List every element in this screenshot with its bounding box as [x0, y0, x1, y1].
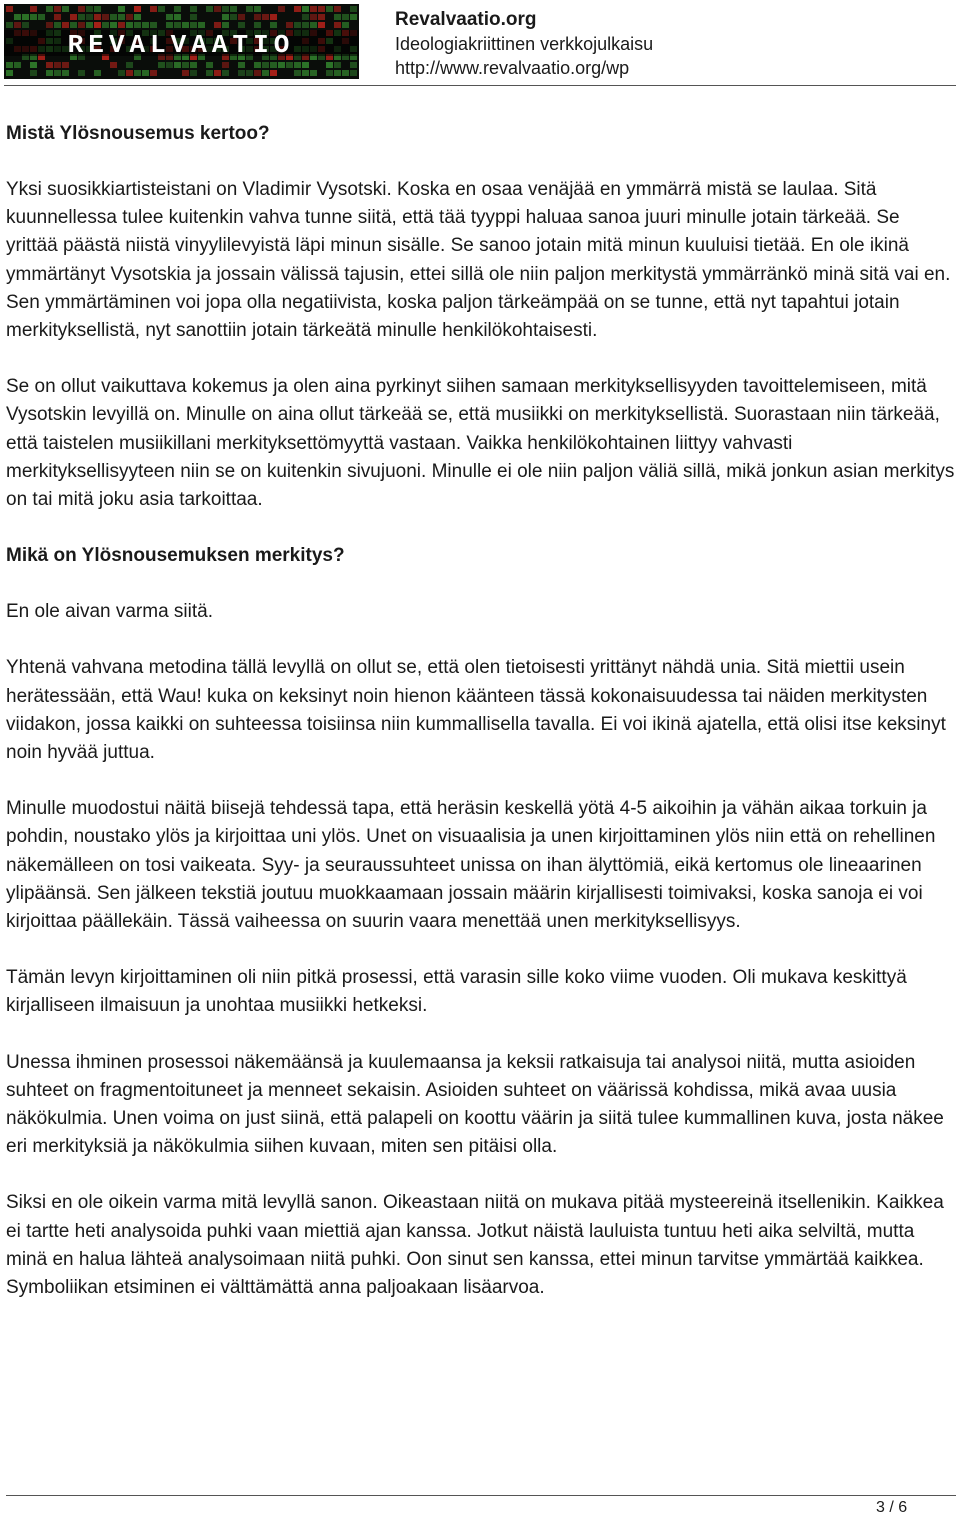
logo-tile — [270, 70, 277, 76]
logo-tile — [190, 62, 197, 68]
logo-tile — [190, 70, 197, 76]
logo-tile — [206, 62, 213, 68]
logo-tile — [286, 22, 293, 28]
logo-tile — [70, 14, 77, 20]
logo-tile — [310, 6, 317, 12]
logo-tile — [134, 14, 141, 20]
logo-tile — [86, 22, 93, 28]
logo-tile — [110, 14, 117, 20]
logo-tile — [54, 6, 61, 12]
logo-tile — [206, 6, 213, 12]
logo-tile — [262, 14, 269, 20]
logo-tile — [254, 62, 261, 68]
logo-tile — [270, 14, 277, 20]
logo-tile — [126, 22, 133, 28]
logo-tile — [126, 70, 133, 76]
revalvaatio-logo — [4, 4, 359, 79]
logo-tile — [158, 62, 165, 68]
logo-tile — [102, 22, 109, 28]
logo-tile — [22, 22, 29, 28]
logo-tile — [78, 6, 85, 12]
logo-tile — [62, 70, 69, 76]
logo-tile — [310, 70, 317, 76]
logo-tile — [6, 62, 13, 68]
logo-tile — [238, 14, 245, 20]
logo-tile — [246, 70, 253, 76]
site-url[interactable]: http://www.revalvaatio.org/wp — [395, 58, 630, 78]
logo-tile — [182, 22, 189, 28]
logo-tile — [254, 70, 261, 76]
header-divider — [4, 85, 956, 86]
logo-tile — [166, 14, 173, 20]
logo-tile — [70, 22, 77, 28]
logo-tile — [302, 70, 309, 76]
site-subtitle: Ideologiakriittinen verkkojulkaisu — [395, 34, 654, 54]
logo-tile — [350, 6, 357, 12]
logo-tile — [222, 62, 229, 68]
logo-tile — [150, 22, 157, 28]
logo-tile — [230, 6, 237, 12]
logo-tile — [30, 70, 37, 76]
logo-tile — [94, 14, 101, 20]
logo-tile — [262, 62, 269, 68]
logo-tile — [6, 22, 13, 28]
logo-tile — [302, 62, 309, 68]
logo-tile — [318, 22, 325, 28]
logo-tile — [118, 22, 125, 28]
logo-tile — [326, 6, 333, 12]
logo-tile — [318, 14, 325, 20]
logo-tile — [334, 62, 341, 68]
logo-tile — [126, 62, 133, 68]
logo-tile — [254, 22, 261, 28]
logo-tile — [102, 14, 109, 20]
logo-tile — [118, 6, 125, 12]
logo-tile — [62, 62, 69, 68]
logo-tile — [302, 14, 309, 20]
logo-tile — [238, 62, 245, 68]
logo-tile — [134, 22, 141, 28]
logo-tile — [222, 6, 229, 12]
logo-tile — [174, 6, 181, 12]
article-paragraph: Minulle muodostui näitä biisejä tehdessä tapa, että heräsin keskellä yötä 4-5 aikoihin ja vähän aikaa torkuin ja pohdin, noustako ylös ja kirjoittaa uni ylös. Unet on visuaalisia ja unen kirjoittaminen ylös niin että on rehellinen näkemälleen on tosi vaikeata. Syy- ja seuraussuhteet unissa on ihan älyttömiä, eikä kertomus ole lineaarinen ylipäänsä. Sen jälkeen tekstiä joutuu muokkaamaan jossain määrin kirjallisesti toimivaksi, koska sanoja ei voi kirjoittaa päällekäin. Tässä vaiheessa on suurin vaara menettää unen merkityksellisyys. — [6, 798, 936, 933]
logo-tile — [214, 22, 221, 28]
logo-tile — [318, 6, 325, 12]
logo-tile — [222, 14, 229, 20]
logo-tile — [302, 6, 309, 12]
logo-tile — [270, 62, 277, 68]
page-header — [4, 4, 956, 84]
logo-tile — [38, 14, 45, 20]
logo-tile — [294, 6, 301, 12]
logo-tile — [118, 70, 125, 76]
logo-tile — [350, 14, 357, 20]
logo-tile — [46, 70, 53, 76]
logo-tile — [350, 70, 357, 76]
logo-tile — [174, 62, 181, 68]
logo-tile — [254, 6, 261, 12]
logo-tile — [222, 70, 229, 76]
logo-tile — [78, 70, 85, 76]
logo-tile — [134, 6, 141, 12]
logo-tile — [86, 6, 93, 12]
site-info — [395, 8, 653, 80]
logo-tile — [54, 62, 61, 68]
logo-tile — [94, 70, 101, 76]
logo-tile — [150, 6, 157, 12]
logo-tile — [238, 22, 245, 28]
logo-tile — [166, 62, 173, 68]
logo-tile — [214, 70, 221, 76]
logo-tile — [190, 22, 197, 28]
page-number: 3 / 6 — [876, 1499, 908, 1516]
logo-tile — [342, 22, 349, 28]
logo-tile — [30, 6, 37, 12]
logo-tile — [230, 14, 237, 20]
logo-tile — [46, 6, 53, 12]
footer-divider — [6, 1495, 956, 1496]
logo-tile — [94, 6, 101, 12]
logo-tile — [78, 14, 85, 20]
logo-tile — [222, 22, 229, 28]
logo-tile — [6, 6, 13, 12]
logo-tile — [14, 62, 21, 68]
logo-tile — [294, 70, 301, 76]
logo-tile — [254, 14, 261, 20]
logo-tile — [190, 14, 197, 20]
logo-tile — [174, 22, 181, 28]
logo-tile — [182, 70, 189, 76]
section-heading: Mikä on Ylösnousemuksen merkitys? — [6, 545, 345, 567]
logo-tile — [198, 22, 205, 28]
logo-tile — [62, 22, 69, 28]
logo-tile — [278, 62, 285, 68]
logo-tile — [150, 70, 157, 76]
logo-tile — [270, 22, 277, 28]
logo-tile — [214, 6, 221, 12]
logo-tile — [110, 62, 117, 68]
logo-tile — [54, 22, 61, 28]
section-heading: Mistä Ylösnousemus kertoo? — [6, 123, 270, 144]
logo-tile — [134, 70, 141, 76]
logo-tile — [166, 22, 173, 28]
article-paragraph: Unessa ihminen prosessoi näkemäänsä ja kuulemaansa ja keksii ratkaisuja tai analysoi niitä, mutta asioiden suhteet on fragmentoituneet ja menneet sekaisin. Asioiden suhteet on väärissä kohdissa, mikä avaa uusia näkökulmia. Unen voima on just siinä, että palapeli on koottu väärin ja siitä tulee kummallinen kuva, josta näkee eri merkityksiä ja näkökulmia siihen kuvaan, miten sen pitäisi olla. — [6, 1051, 944, 1158]
logo-tile — [278, 6, 285, 12]
logo-tile — [182, 62, 189, 68]
logo-wordmark: REVALVAATIO — [67, 30, 295, 60]
site-title: Revalvaatio.org — [395, 9, 537, 30]
logo-tile — [118, 14, 125, 20]
logo-tile — [326, 62, 333, 68]
logo-tile — [94, 22, 101, 28]
logo-tile — [142, 22, 149, 28]
logo-tile — [30, 14, 37, 20]
logo-tile — [262, 70, 269, 76]
logo-tile — [78, 22, 85, 28]
logo-tile — [30, 62, 37, 68]
logo-tile — [6, 70, 13, 76]
logo-tile — [246, 6, 253, 12]
logo-tile — [238, 70, 245, 76]
logo-tile — [302, 22, 309, 28]
article-paragraph: Yhtenä vahvana metodina tällä levyllä on ollut se, että olen tietoisesti yrittänyt nähdä unia. Sitä miettii usein herätessään, että Wau! kuka on keksinyt noin hienon käänteen tässä kokonaisuudessa tai näiden merkitysten viidakon, jossa kaikki on suhteessa toisiinsa niin kummallisella tavalla. Ei voi ikinä ajatella, että olisi itse keksinyt noin hyvää juttua. — [6, 657, 946, 764]
logo-tile — [286, 62, 293, 68]
logo-tile — [174, 14, 181, 20]
logo-tile — [46, 62, 53, 68]
article-paragraph: Siksi en ole oikein varma mitä levyllä sanon. Oikeastaan niitä on mukava pitää mysteereinä itsellenikin. Kaikkea ei tartte heti analysoida puhki vaan miettiä ajan kanssa. Jotkut näistä lauluista tuntuu heti aika selviltä, mutta minä en halua lähteä analysoimaan niitä puhki. Oon sinut sen kanssa, ettei minun tarvitse ymmärtää kaikkea. Symboliikan etsiminen ei välttämättä anna paljoakaan lisäarvoa. — [6, 1192, 944, 1299]
article-paragraph: Tämän levyn kirjoittaminen oli niin pitkä prosessi, että varasin sille koko viime vuoden. Oli mukava keskittyä kirjalliseen ilmaisuun ja unohtaa musiikki hetkeksi. — [6, 967, 907, 1017]
logo-tile — [334, 14, 341, 20]
logo-tile — [22, 14, 29, 20]
article-paragraph: Se on ollut vaikuttava kokemus ja olen aina pyrkinyt siihen samaan merkityksellisyyden tavoittelemiseen, mitä Vysotskin levyillä on. Minulle on aina ollut tärkeää se, että musiikki on merkityksellistä. Suorastaan niin tärkeää, että taistelen musiikillani merkityksettömyyttä vastaan. Vaikka henkilökohtainen liittyy vahvasti merkityksellisyyteen niin se on kuitenkin sivujuoni. Minulle ei ole niin paljon väliä sillä, mikä jonkun asian merkitys on tai mitä joku asia tarkoittaa. — [6, 376, 955, 511]
logo-tile — [142, 70, 149, 76]
logo-tile — [334, 22, 341, 28]
logo-tile — [334, 70, 341, 76]
logo-tile — [14, 22, 21, 28]
logo-tile — [126, 14, 133, 20]
logo-tile — [310, 14, 317, 20]
logo-tile — [46, 22, 53, 28]
logo-tile — [206, 70, 213, 76]
logo-tile — [158, 6, 165, 12]
logo-tile — [110, 22, 117, 28]
logo-tile — [294, 62, 301, 68]
logo-tile — [294, 22, 301, 28]
logo-tile — [334, 6, 341, 12]
logo-tile — [62, 6, 69, 12]
logo-tile — [326, 70, 333, 76]
logo-tile — [310, 22, 317, 28]
article-paragraph: En ole aivan varma siitä. — [6, 601, 213, 623]
logo-tile — [190, 6, 197, 12]
logo-tile — [342, 14, 349, 20]
logo-tile — [14, 14, 21, 20]
logo-tile — [54, 70, 61, 76]
logo-tile — [350, 62, 357, 68]
logo-graphic — [4, 4, 359, 79]
article-body — [6, 120, 956, 1330]
article-paragraph: Yksi suosikkiartisteistani on Vladimir Vysotski. Koska en osaa venäjää en ymmärrä mistä se laulaa. Sitä kuunnellessa tulee kuitenkin vahva tunne siitä, että tää tyyppi haluaa sanoa juuri minulle jotain tärkeää. Se yrittää päästä niistä vinyylilevyistä läpi minun sisälle. Se sanoo jotain mitä minun kuuluisi tietää. En ole ikinä ymmärtänyt Vysotskia ja jossain välissä tajusin, ettei sillä ole niin paljon merkitystä ymmärränkö minä sitä vai en. Sen ymmärtäminen voi jopa olla negatiivista, koska paljon tärkeämpää on se tunne, että nyt tapahtui jotain merkityksellistä, nyt sanottiin jotain tärkeätä minulle henkilökohtaisesti. — [6, 179, 951, 342]
logo-tile — [54, 14, 61, 20]
logo-tile — [342, 70, 349, 76]
logo-tile — [86, 14, 93, 20]
